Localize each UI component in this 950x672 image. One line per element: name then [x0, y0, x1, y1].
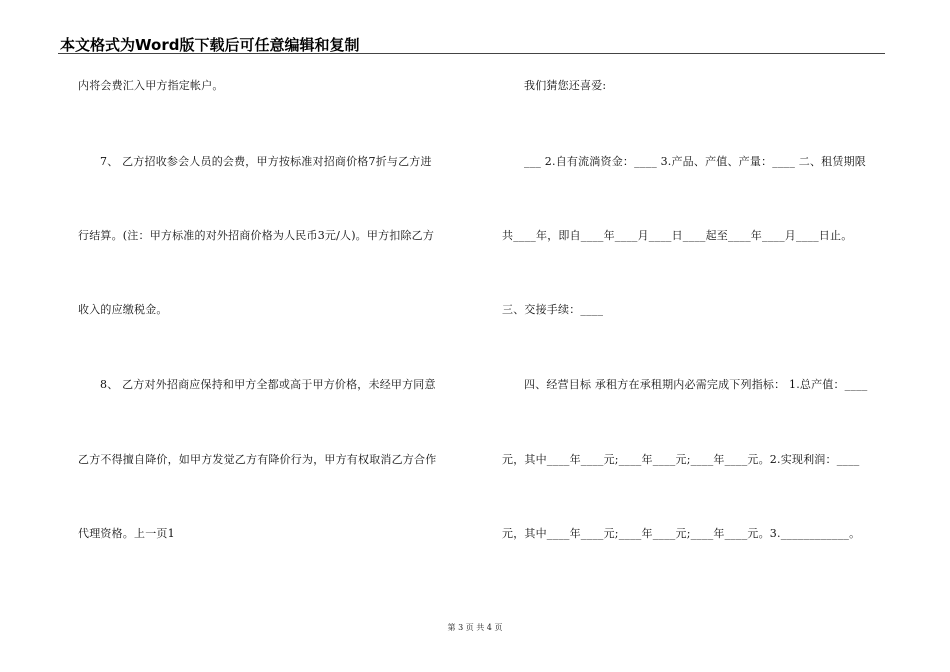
right-line-3: 共____年，即自____年____月____日____起至____年____月____日止。 [502, 229, 853, 242]
page-footer: 第 3 页 共 4 页 [447, 623, 503, 632]
left-line-3: 行结算。(注：甲方标准的对外招商价格为人民币3元/人)。甲方扣除乙方 [78, 229, 435, 242]
left-line-2: 7、 乙方招收参会人员的会费，甲方按标准对招商价格7折与乙方进 [100, 155, 432, 168]
left-line-7: 代理资格。上一页1 [78, 527, 175, 540]
left-line-1: 内将会费汇入甲方指定帐户。 [78, 79, 224, 92]
left-line-5: 8、 乙方对外招商应保持和甲方全都或高于甲方价格，未经甲方同意 [100, 378, 436, 391]
right-line-4: 三、交接手续：____ [502, 303, 604, 316]
right-line-6: 元，其中____年____元;____年____元;____年____元。2.实现利润：____ [502, 453, 860, 466]
right-line-1: 我们猜您还喜爱: [524, 79, 607, 92]
right-line-7: 元，其中____年____元;____年____元;____年____元。3.____________。 [502, 527, 861, 540]
document-header-title: 本文格式为Word版下载后可任意编辑和复制 [60, 36, 360, 54]
left-line-6: 乙方不得擅自降价，如甲方发觉乙方有降价行为，甲方有权取消乙方合作 [78, 453, 437, 466]
right-line-5: 四、经营目标 承租方在承租期内必需完成下列指标： 1.总产值：____ [524, 378, 868, 391]
left-line-4: 收入的应缴税金。 [78, 303, 168, 316]
right-line-2: ___ 2.自有流淌资金：____ 3.产品、产值、产量：____ 二、租赁期限 [524, 155, 866, 168]
header-divider [58, 53, 885, 54]
